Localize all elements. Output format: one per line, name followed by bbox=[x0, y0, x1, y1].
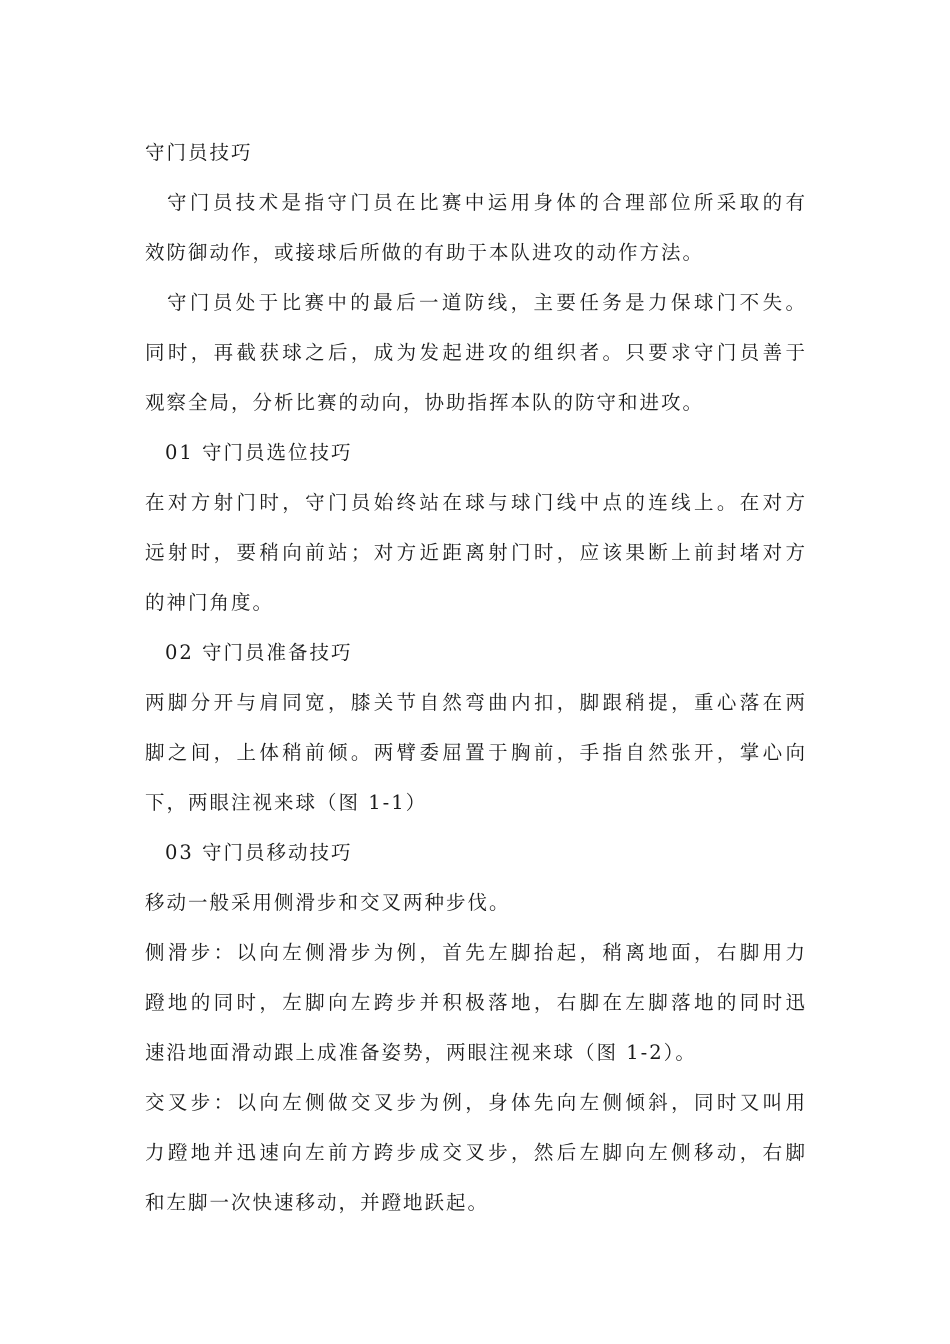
section-preparation bbox=[145, 628, 807, 828]
section-movement bbox=[145, 828, 807, 1228]
document-title: 守门员技巧 bbox=[145, 141, 253, 164]
paragraph-line: 守门员技术是指守门员在比赛中运用身体的合理部位所采取的有 bbox=[167, 191, 807, 214]
intro-paragraph-1 bbox=[145, 178, 807, 278]
paragraph-line: 两脚分开与肩同宽，膝关节自然弯曲内扣，脚跟稍提，重心落在两 bbox=[145, 691, 807, 714]
paragraph-line: 同时，再截获球之后，成为发起进攻的组织者。只要求守门员善于 bbox=[145, 341, 807, 364]
paragraph-line: 观察全局，分析比赛的动向，协助指挥本队的防守和进攻。 bbox=[145, 391, 705, 414]
paragraph-line: 移动一般采用侧滑步和交叉两种步伐。 bbox=[145, 891, 511, 914]
paragraph-line: 和左脚一次快速移动，并蹬地跃起。 bbox=[145, 1191, 490, 1214]
paragraph-line: 在对方射门时，守门员始终站在球与球门线中点的连线上。在对方 bbox=[145, 491, 807, 514]
paragraph-line: 脚之间，上体稍前倾。两臂委屈置于胸前，手指自然张开，掌心向 bbox=[145, 741, 807, 764]
paragraph-line: 远射时，要稍向前站；对方近距离射门时，应该果断上前封堵对方 bbox=[145, 541, 807, 564]
paragraph-line: 效防御动作，或接球后所做的有助于本队进攻的动作方法。 bbox=[145, 241, 705, 264]
paragraph-line: 速沿地面滑动跟上成准备姿势，两眼注视来球（图 1-2）。 bbox=[145, 1041, 697, 1064]
paragraph-line: 的神门角度。 bbox=[145, 591, 275, 614]
section-positioning bbox=[145, 428, 807, 628]
section-heading: 02 守门员准备技巧 bbox=[165, 641, 353, 664]
paragraph-line: 力蹬地并迅速向左前方跨步成交叉步，然后左脚向左侧移动，右脚 bbox=[145, 1141, 807, 1164]
paragraph-line: 侧滑步：以向左侧滑步为例，首先左脚抬起，稍离地面，右脚用力 bbox=[145, 941, 807, 964]
paragraph-line: 交叉步：以向左侧做交叉步为例，身体先向左侧倾斜，同时又叫用 bbox=[145, 1091, 807, 1114]
document-page bbox=[145, 128, 807, 1228]
section-heading: 03 守门员移动技巧 bbox=[165, 841, 353, 864]
paragraph-line: 下，两眼注视来球（图 1-1） bbox=[145, 791, 428, 814]
section-heading: 01 守门员选位技巧 bbox=[165, 441, 353, 464]
intro-paragraph-2 bbox=[145, 278, 807, 428]
paragraph-line: 蹬地的同时，左脚向左跨步并积极落地，右脚在左脚落地的同时迅 bbox=[145, 991, 807, 1014]
paragraph-line: 守门员处于比赛中的最后一道防线，主要任务是力保球门不失。 bbox=[167, 291, 807, 314]
